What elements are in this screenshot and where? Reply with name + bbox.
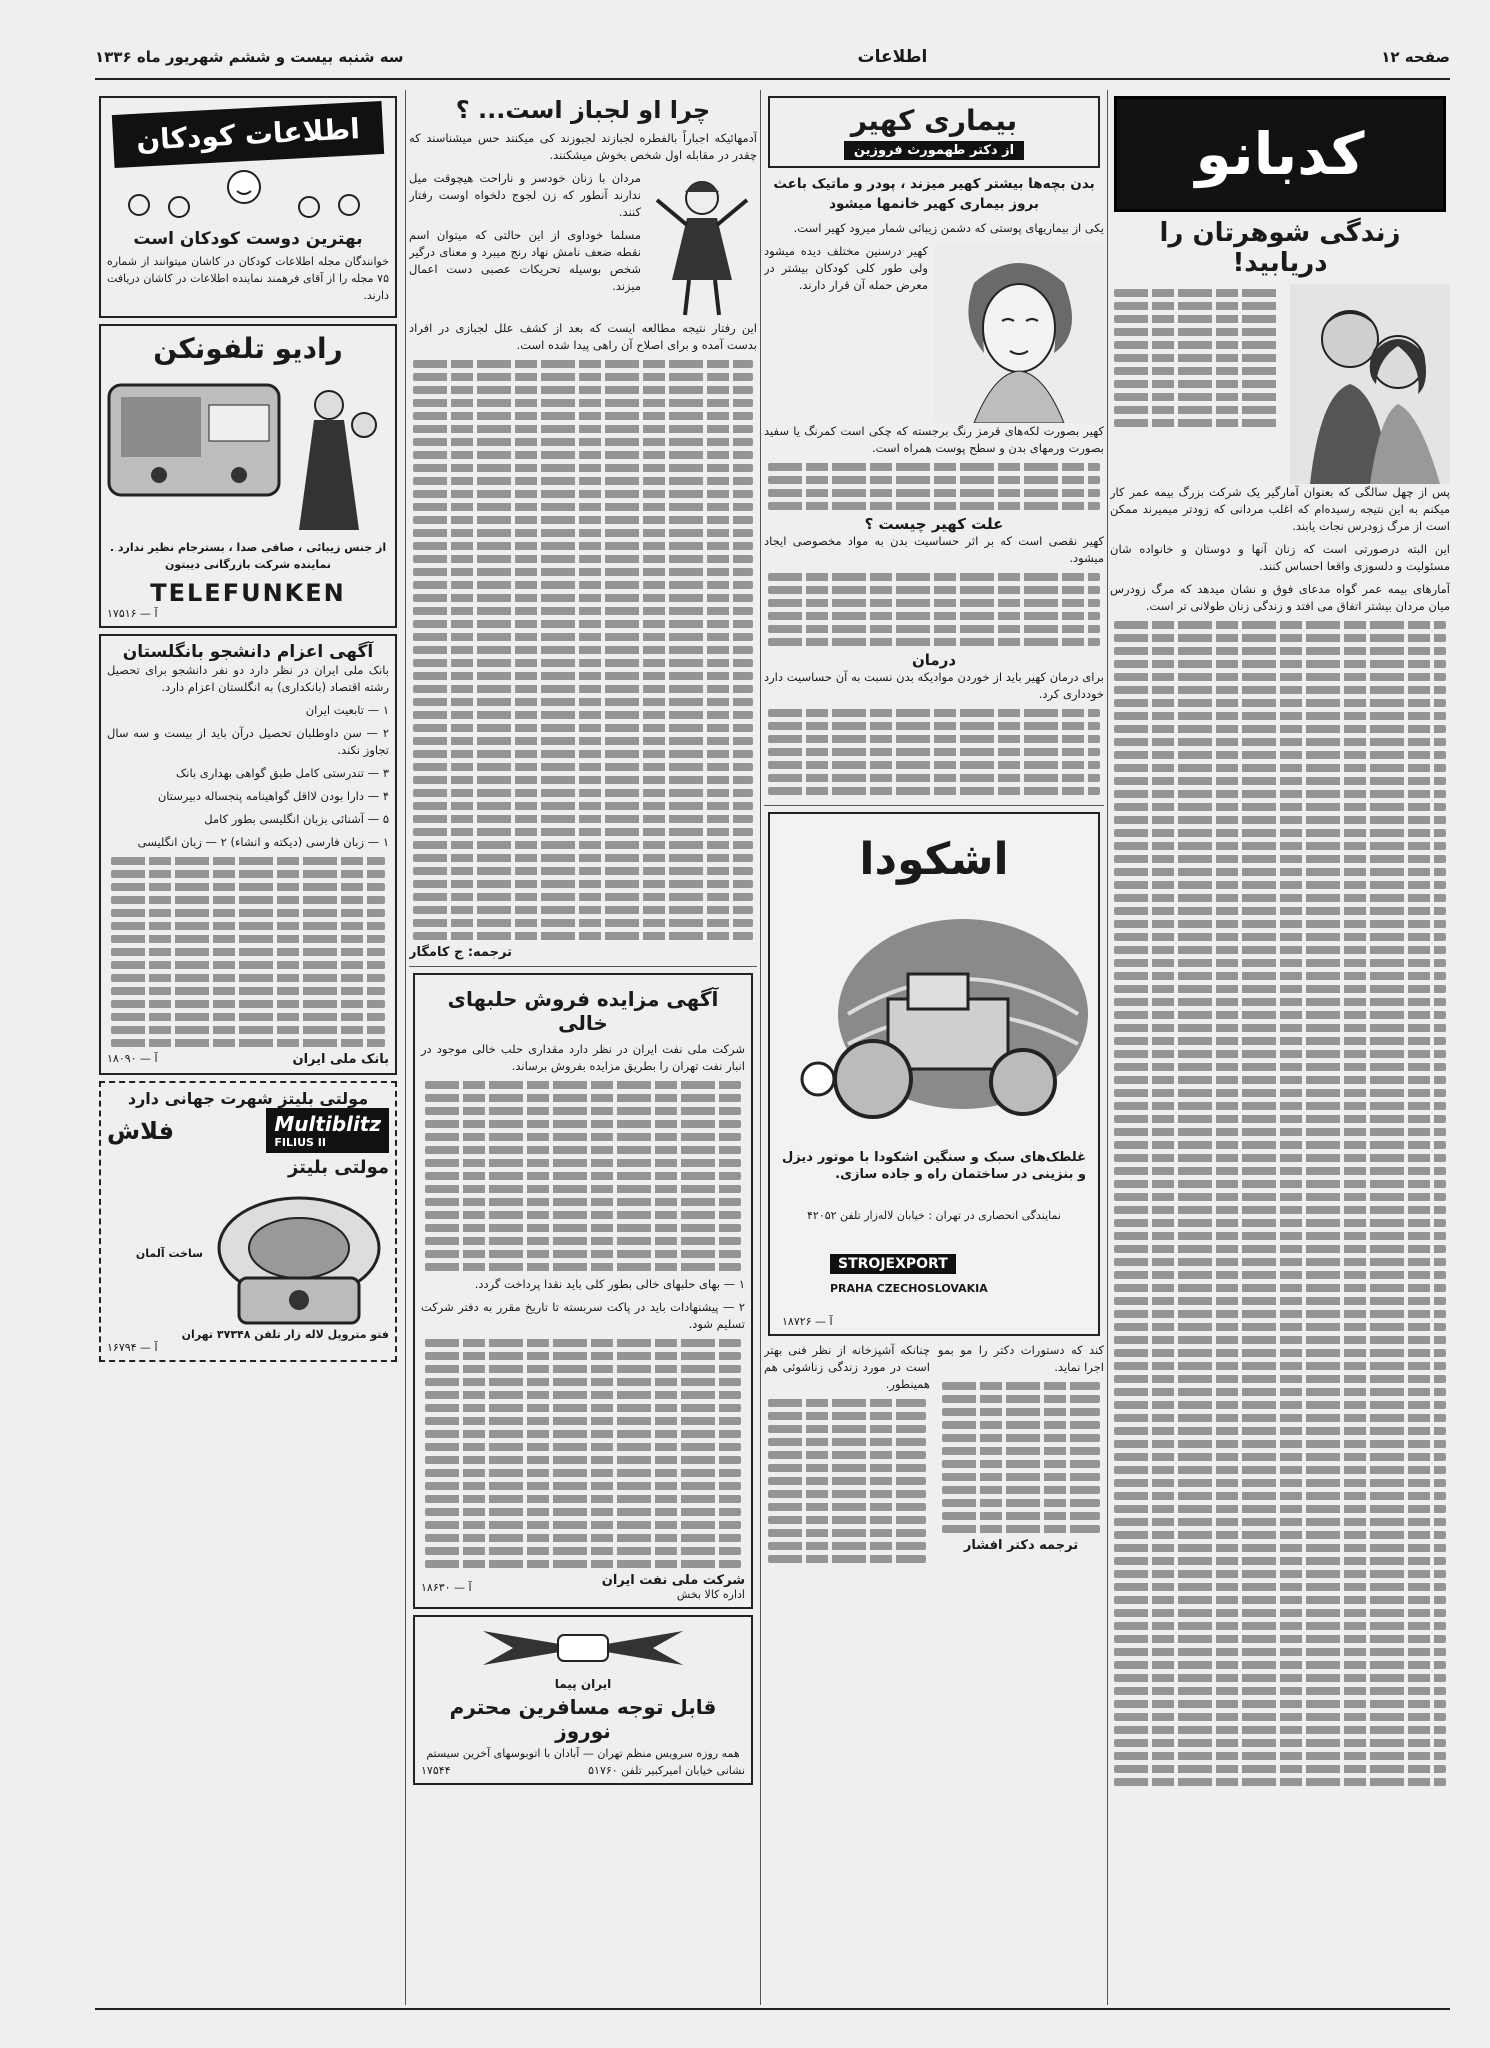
multiblitz-name: مولتی بلیتز [287, 1157, 389, 1178]
student-cond-4: ۴ — دارا بودن لااقل گواهینامه پنجساله دبیرستان [157, 789, 389, 803]
multiblitz-model: FILIUS II [274, 1136, 326, 1149]
auction-body: شرکت ملی نفت ایران در نظر دارد مقداری حلب خالی موجود در انبار نفت تهران را بطریق مزایده بفروش برساند. [421, 1042, 745, 1073]
multiblitz-made: ساخت آلمان [135, 1246, 203, 1260]
kheyr-title: بیماری کهیر [850, 104, 1018, 137]
iranpeyma-body: همه روزه سرویس منظم تهران — آبادان با اتوبوسهای آخرین سیستم [426, 1747, 740, 1760]
multiblitz-brand: Multiblitz [274, 1112, 381, 1136]
kadbanoo-banner [1114, 96, 1446, 212]
student-body: بانک ملی ایران در نظر دارد دو نفر دانشجو برای تحصیل رشته اقتصاد (بانکداری) به انگلستان اعزام دارد. [107, 663, 389, 694]
iranpeyma-logo-text: ایران پیما [554, 1677, 612, 1691]
skoda-ad [768, 812, 1100, 1336]
header-rule [95, 78, 1450, 80]
couple-illustration [1290, 284, 1450, 484]
page-number: صفحه ۱۲ [1381, 48, 1450, 66]
kadbanoo-banner-text: کدبانو [1195, 120, 1365, 188]
skoda-code: آ — ۱۸۷۲۶ [782, 1315, 833, 1328]
text-line [1114, 419, 1280, 427]
student-lang: ۱ — زبان فارسی (دیکته و انشاء) ۲ — زبان انگلیسی [137, 835, 389, 849]
kadbanoo-body-1: این البته درصورتی است که زنان آنها و دوستان و خانواده شان مسئولیت و دلسوزی واقعا احساس کنند. [1110, 542, 1450, 573]
bottom-text-1: کند که دستورات دکتر را مو بمو اجرا نماید. [938, 1343, 1104, 1374]
column-divider [760, 90, 761, 2005]
kheyr-body-1: یکی از بیماریهای پوستی که دشمن زیبائی شمار میرود کهیر است. [793, 221, 1104, 235]
kheyr-cause-body: کهیر نقصی است که بر اثر حساسیت بدن به مواد مخصوصی ایجاد میشود. [764, 534, 1104, 565]
student-cond-2: ۲ — سن داوطلبان تحصیل درآن باید از بیست و سه سال تجاوز نکند. [107, 726, 389, 757]
text-line [1114, 328, 1280, 336]
student-cond-5: ۵ — آشنائی بزبان انگلیسی بطور کامل [204, 812, 389, 826]
text-line [1114, 406, 1280, 414]
section-rule [764, 805, 1104, 806]
column-divider [1107, 90, 1108, 2005]
chera-translator: ترجمه: ج کامگار [409, 945, 512, 960]
skoda-dealer: نمایندگی انحصاری در تهران : خیابان لاله‌زار تلفن ۴۲۰۵۲ [807, 1209, 1061, 1222]
text-line [1114, 289, 1280, 297]
multiblitz-type: فلاش [107, 1116, 175, 1145]
kudakan-body: خوانندگان مجله اطلاعات کودکان در کاشان میتوانند از شماره ۷۵ مجله را از آقای فرهمند نماینده اطلاعات در کاشان دریافت دارند. [107, 255, 389, 302]
column-divider [405, 90, 406, 2005]
student-title: آگهی اعزام دانشجو بانگلستان [122, 642, 374, 662]
text-line [1114, 354, 1280, 362]
skoda-brand: اشکودا [859, 834, 1009, 885]
kudakan-ad [99, 96, 397, 318]
kudakan-sub: بهترین دوست کودکان است [133, 229, 363, 249]
girl-illustration [647, 170, 757, 320]
chera-body-4: این رفتار نتیجه مطالعه ایست که بعد از کشف علل لجبازی در افراد بدست آمده و برای اصلاح آن راهی پیدا شده است. [409, 321, 757, 352]
student-cond-3: ۳ — تندرستی کامل طبق گواهی بهداری بانک [175, 766, 389, 780]
page-header [95, 40, 1450, 74]
auction-sig: شرکت ملی نفت ایران [601, 1573, 745, 1588]
road-roller-illustration [778, 904, 1098, 1134]
flash-unit-illustration [209, 1178, 389, 1328]
column-kadbanoo [1110, 90, 1450, 2005]
student-ad [99, 634, 397, 1075]
issue-date: سه شنبه بیست و ششم شهریور ماه ۱۳۳۶ [95, 48, 404, 66]
auction-title: آگهی مزایده فروش حلبهای خالی [447, 987, 719, 1035]
text-line [1114, 393, 1280, 401]
paper-name: اطلاعات [857, 47, 928, 67]
text-line [1114, 302, 1280, 310]
kheyr-title-box [768, 96, 1100, 168]
bottom-translator: ترجمه دکتر افشار [963, 1538, 1079, 1553]
kheyr-cause-title: علت کهیر چیست ؟ [864, 515, 1004, 533]
kheyr-body-3: کهیر بصورت لکه‌های قرمز رنگ برجسته که چکی است کمرنگ یا سفید بصورت ورمهای بدن و سطح پوست همراه است. [764, 424, 1104, 455]
kadbanoo-body-2: آمارهای بیمه عمر گواه مدعای فوق و نشان میدهد که مرگ زودرس میان مردان بیشتر اتفاق می افتد و زندگی زنان طولانی تر است. [1110, 582, 1450, 613]
iranpeyma-contact: نشانی خیابان امیرکبیر تلفن ۵۱۷۶۰ [588, 1764, 745, 1777]
woman-face-illustration [934, 243, 1104, 423]
text-line [1114, 367, 1280, 375]
kadbanoo-intro: پس از چهل سالگی که بعنوان آمارگیر یک شرکت بزرگ بیمه عمر کار میکنم به این نتیجه رسیده‌ام که اغلب مردانی که زودتر میمیرند ممکن است از مرگ زودرس نجات یابند. [1110, 485, 1450, 533]
radio-brand: TELEFUNKEN [150, 579, 346, 607]
column-chera-auction [409, 90, 757, 2005]
skoda-desc: غلطک‌های سبک و سنگین اشکودا با موتور دیزل و بنزینی در ساختمان راه و جاده سازی. [782, 1150, 1086, 1182]
multiblitz-slogan: مولتی بلیتز شهرت جهانی دارد [127, 1089, 369, 1108]
kudakan-banner [112, 101, 384, 168]
skoda-logo [802, 1063, 834, 1095]
kudakan-banner-text: اطلاعات کودکان [135, 112, 361, 157]
student-code: آ — ۱۸۰۹۰ [107, 1052, 158, 1065]
student-cond-1: ۱ — تابعیت ایران [305, 703, 389, 717]
text-line [1114, 380, 1280, 388]
radio-title: رادیو تلفونکن [153, 332, 343, 365]
auction-code: آ — ۱۸۶۳۰ [421, 1580, 472, 1594]
skoda-city: PRAHA CZECHOSLOVAKIA [830, 1282, 988, 1295]
chera-title: چرا او لجباز است... ؟ [455, 96, 711, 124]
kheyr-body-2: کهیر درسنین مختلف دیده میشود ولی طور کلی کودکان بیشتر در معرض حمله آن قرار دارند. [764, 244, 928, 292]
kadbanoo-headline: زندگی شوهرتان را دریابید! [1159, 218, 1401, 278]
chera-body-2: مردان با زنان خودسر و ناراحت هیچوقت میل ندارند آنطور که زن لجوج دلخواه اوست رفتار کنند. [409, 171, 641, 219]
kheyr-treat-title: درمان [911, 651, 957, 669]
radio-body: از جنس زیبائی ، صافی صدا ، بسترجام نظیر ندارد . نماینده شرکت بازرگانی دیبتون [109, 541, 387, 571]
multiblitz-dealer: فتو متروپل لاله زار تلفن ۳۷۳۴۸ تهران [181, 1328, 389, 1341]
kheyr-author: از دکتر طهمورث فروزین [844, 141, 1024, 160]
bottom-article [764, 1342, 1104, 1568]
multiblitz-ad [99, 1081, 397, 1362]
radio-code: آ — ۱۷۵۱۶ [107, 607, 158, 620]
radio-ad [99, 324, 397, 628]
radio-illustration [99, 365, 389, 535]
iranpeyma-code: ۱۷۵۴۴ [421, 1764, 451, 1777]
chera-body-3: مسلما خوداوی از این حالتی که میتوان اسم نقطه ضعف نامش نهاد رنج میبرد و معنای درگیر شخص بوسیله تحریکات عصبی دست اعمال میزند. [409, 228, 641, 293]
text-line [1114, 315, 1280, 323]
iranpeyma-ad [413, 1615, 753, 1785]
children-illustration [99, 165, 389, 225]
bottom-text-2: چنانکه آشپزخانه از نظر فنی بهتر است در مورد زندگی زناشوئی هم همینطور. [764, 1343, 930, 1391]
section-rule [409, 966, 757, 967]
column-kheyr-skoda [764, 90, 1104, 2005]
student-sig: بانک ملی ایران [292, 1052, 389, 1067]
multiblitz-code: آ — ۱۶۷۹۴ [107, 1341, 158, 1354]
skoda-export: STROJEXPORT [830, 1254, 956, 1274]
iranpeyma-title: قابل توجه مسافرین محترم نوروز [449, 1695, 717, 1743]
auction-item-1: ۱ — بهای حلبهای خالی بطور کلی باید نقدا پرداخت گردد. [474, 1277, 745, 1291]
auction-item-2: ۲ — پیشنهادات باید در پاکت سربسته تا تاریخ مقرر به دفتر شرکت تسلیم شود. [421, 1300, 745, 1331]
text-line [1114, 341, 1280, 349]
column-ads [95, 90, 401, 2005]
auction-dept: اداره کالا بخش [676, 1588, 745, 1601]
auction-ad [413, 973, 753, 1609]
kadbanoo-body-lines [1110, 621, 1450, 1786]
kheyr-lead: بدن بچه‌ها بیشتر کهیر میزند ، پودر و ماتیک باعث بروز بیماری کهیر خانمها میشود [773, 176, 1095, 212]
footer-rule [95, 2008, 1450, 2010]
winged-bus-logo [473, 1623, 693, 1673]
kheyr-treat-body: برای درمان کهیر باید از خوردن موادیکه بدن نسبت به آن حساسیت دارد خودداری کرد. [764, 670, 1104, 701]
chera-body-1: آدمهائیکه اجباراً بالفطره لجبازند لجبوزند کی میکنند حس میشناسند که چقدر در مقابله اول شخص بخوش میشکنند. [409, 131, 757, 162]
